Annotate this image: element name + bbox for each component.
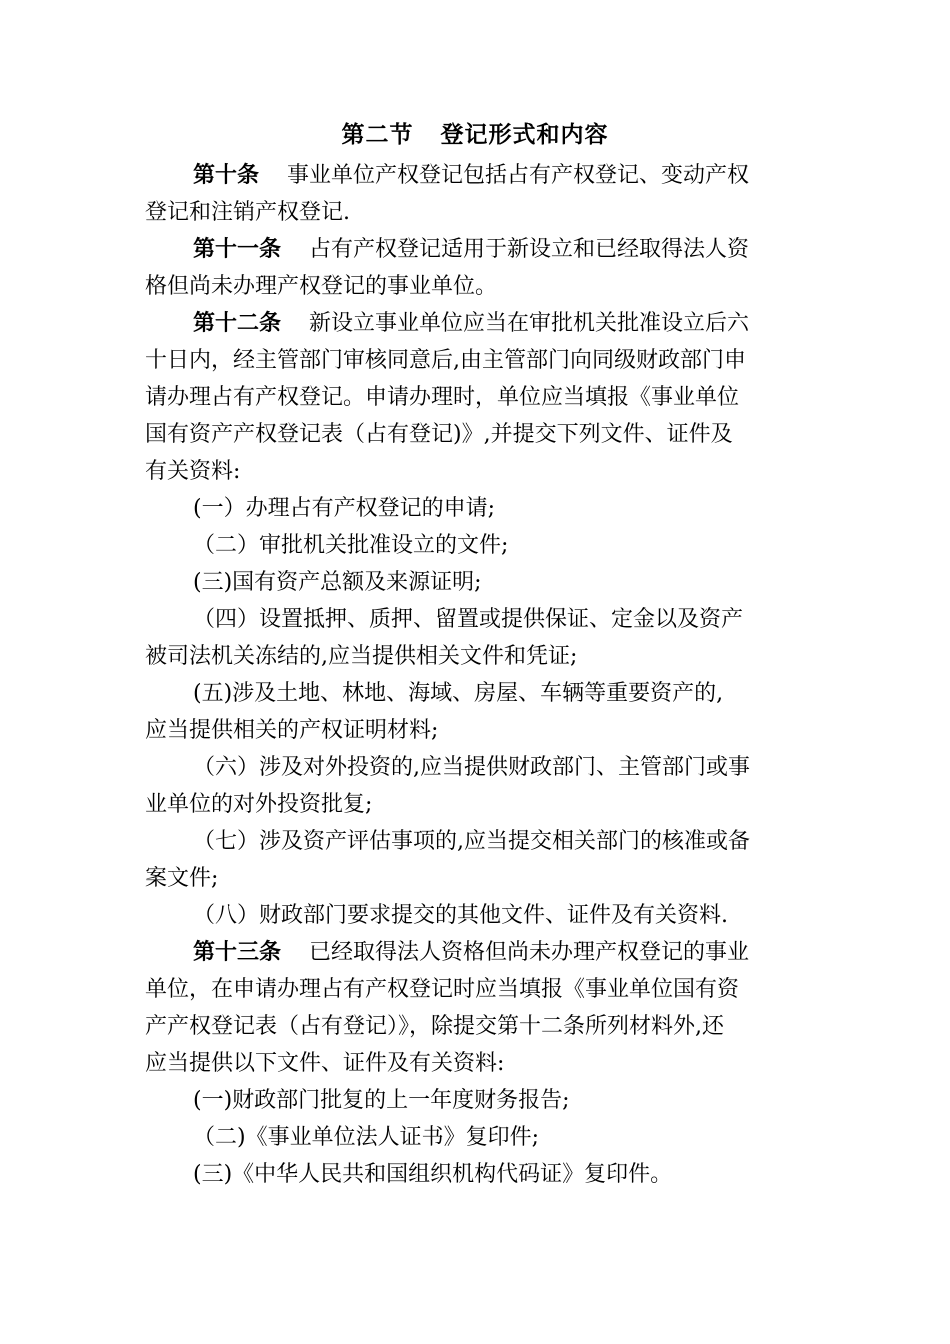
- article-12-item-5-line-1: (五)涉及土地、林地、海域、房屋、车辆等重要资产的,: [193, 681, 724, 706]
- article-13-line-3: 产产权登记表（占有登记）》，除提交第十二条所列材料外,还: [145, 1014, 724, 1039]
- article-13-heading: 第十三条: [193, 940, 282, 965]
- article-12-item-6-line-1: （六）涉及对外投资的,应当提供财政部门、主管部门或事: [193, 755, 750, 780]
- article-12-item-6-line-2: 业单位的对外投资批复;: [145, 792, 373, 817]
- article-10-heading: 第十条: [193, 163, 260, 188]
- article-11-heading: 第十一条: [193, 237, 282, 262]
- article-12-item-3: (三)国有资产总额及来源证明;: [193, 570, 482, 595]
- article-10-line-2: 登记和注销产权登记.: [145, 200, 350, 225]
- article-12-text: 新设立事业单位应当在审批机关批准设立后六: [309, 311, 750, 336]
- article-12-line-1: [193, 306, 749, 342]
- article-10-text: 事业单位产权登记包括占有产权登记、变动产权: [287, 163, 750, 188]
- article-12-item-4-line-2: 被司法机关冻结的,应当提供相关文件和凭证;: [145, 644, 578, 669]
- article-13-item-2: （二)《事业单位法人证书》复印件;: [193, 1125, 539, 1150]
- article-12-item-7-line-1: （七）涉及资产评估事项的,应当提交相关部门的核准或备: [193, 829, 750, 854]
- article-12-line-4: 国有资产产权登记表（占有登记)》,并提交下列文件、证件及: [145, 422, 733, 447]
- article-12-item-2: （二）审批机关批准设立的文件;: [193, 533, 509, 558]
- article-11-text: 占有产权登记适用于新设立和已经取得法人资: [309, 237, 750, 262]
- article-12-item-7-line-2: 案文件;: [145, 866, 219, 891]
- article-11-line-2: 格但尚未办理产权登记的事业单位。: [145, 274, 498, 299]
- article-13-item-3: (三)《中华人民共和国组织机构代码证》复印件。: [193, 1162, 673, 1187]
- article-12-item-5-line-2: 应当提供相关的产权证明材料;: [145, 718, 439, 743]
- article-10-line-1: [193, 158, 749, 194]
- article-12-item-8: （八）财政部门要求提交的其他文件、证件及有关资料.: [193, 903, 728, 928]
- article-12-item-4-line-1: （四）设置抵押、质押、留置或提供保证、定金以及资产: [193, 607, 744, 632]
- article-12-item-1: (一）办理占有产权登记的申请;: [193, 496, 495, 521]
- article-12-heading: 第十二条: [193, 311, 282, 336]
- article-12-line-2: 十日内，经主管部门审核同意后,由主管部门向同级财政部门申: [145, 348, 746, 373]
- article-13-line-4: 应当提供以下文件、证件及有关资料:: [145, 1051, 505, 1076]
- article-13-item-1: (一)财政部门批复的上一年度财务报告;: [193, 1088, 570, 1113]
- article-13-line-1: [193, 935, 749, 971]
- article-11-line-1: [193, 232, 749, 268]
- article-12-line-5: 有关资料:: [145, 459, 241, 484]
- article-13-line-2: 单位，在申请办理占有产权登记时应当填报《事业单位国有资: [145, 977, 740, 1002]
- section-title: 第二节 登记形式和内容: [341, 122, 609, 148]
- article-12-line-3: 请办理占有产权登记。申请办理时，单位应当填报《事业单位: [145, 385, 740, 410]
- article-13-text: 已经取得法人资格但尚未办理产权登记的事业: [309, 940, 750, 965]
